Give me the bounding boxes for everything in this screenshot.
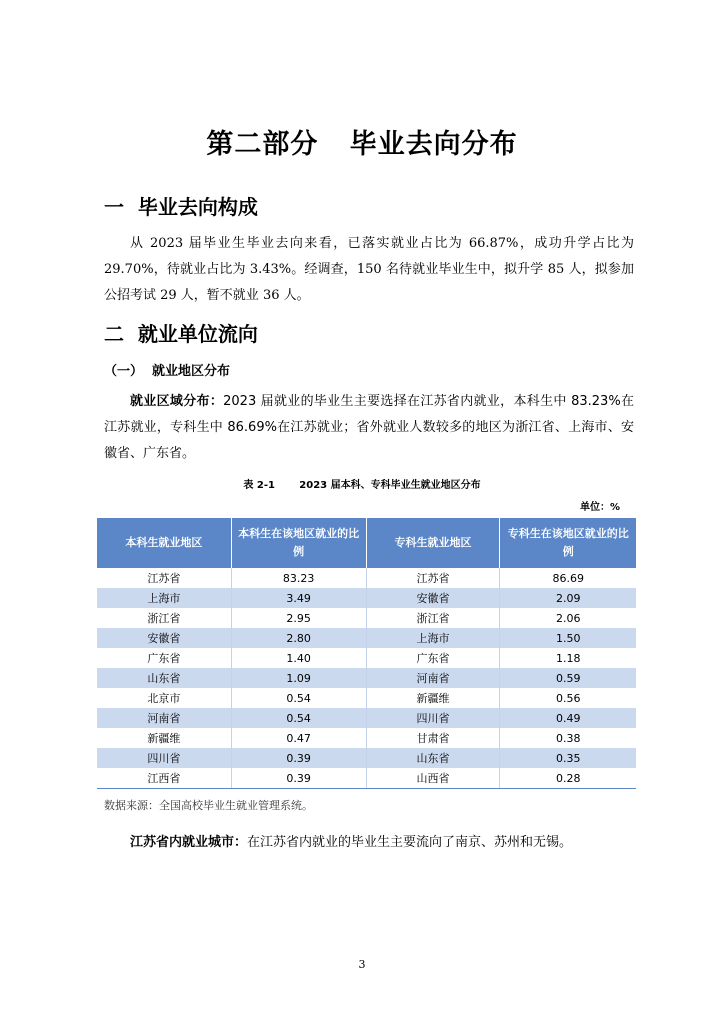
cell-undergrad-ratio: 1.09 (231, 668, 366, 688)
cell-undergrad-region: 河南省 (97, 708, 231, 728)
table-row (97, 628, 636, 648)
cell-junior-region: 山西省 (366, 768, 500, 789)
cell-junior-region: 江苏省 (366, 568, 500, 588)
cell-undergrad-ratio: 0.54 (231, 688, 366, 708)
cell-junior-ratio: 2.06 (500, 608, 636, 628)
city-distribution-lead: 江苏省内就业城市： (130, 835, 248, 850)
table-row (97, 748, 636, 768)
cell-undergrad-ratio: 0.47 (231, 728, 366, 748)
cell-undergrad-region: 江西省 (97, 768, 231, 789)
header-undergrad-ratio: 本科生在该地区就业的比例 (231, 518, 366, 568)
cell-undergrad-region: 四川省 (97, 748, 231, 768)
cell-undergrad-ratio: 2.95 (231, 608, 366, 628)
table-row (97, 668, 636, 688)
header-junior-ratio: 专科生在该地区就业的比例 (500, 518, 636, 568)
cell-undergrad-region: 江苏省 (97, 568, 231, 588)
subsection-heading-region-distribution: （一） 就业地区分布 (104, 364, 231, 379)
section-heading-employer-flow: 二 就业单位流向 (104, 322, 258, 346)
cell-undergrad-region: 浙江省 (97, 608, 231, 628)
table-row (97, 648, 636, 668)
cell-junior-region: 甘肃省 (366, 728, 500, 748)
city-distribution-text: 在江苏省内就业的毕业生主要流向了南京、苏州和无锡。 (247, 835, 573, 850)
cell-junior-ratio: 0.28 (500, 768, 636, 789)
table-source-note: 数据来源：全国高校毕业生就业管理系统。 (104, 799, 313, 812)
cell-junior-ratio: 2.09 (500, 588, 636, 608)
cell-undergrad-region: 上海市 (97, 588, 231, 608)
cell-junior-ratio: 0.59 (500, 668, 636, 688)
cell-junior-region: 安徽省 (366, 588, 500, 608)
cell-undergrad-ratio: 3.49 (231, 588, 366, 608)
cell-junior-region: 山东省 (366, 748, 500, 768)
header-undergrad-region: 本科生就业地区 (97, 518, 231, 568)
table-row (97, 768, 636, 789)
cell-junior-region: 河南省 (366, 668, 500, 688)
cell-undergrad-region: 新疆维 (97, 728, 231, 748)
cell-junior-region: 浙江省 (366, 608, 500, 628)
cell-junior-ratio: 0.35 (500, 748, 636, 768)
table-unit: 单位：% (579, 502, 620, 513)
cell-undergrad-ratio: 2.80 (231, 628, 366, 648)
cell-junior-ratio: 1.50 (500, 628, 636, 648)
region-distribution-table (97, 518, 636, 789)
cell-undergrad-ratio: 0.54 (231, 708, 366, 728)
region-distribution-text: 2023 届就业的毕业生主要选择在江苏省内就业，本科生中 83.23%在江苏就业，专科生中 86.69%在江苏就业；省外就业人数较多的地区为浙江省、上海市、安徽省、广东省。 (104, 394, 634, 461)
cell-junior-region: 四川省 (366, 708, 500, 728)
cell-junior-ratio: 0.56 (500, 688, 636, 708)
cell-undergrad-region: 北京市 (97, 688, 231, 708)
table-row (97, 608, 636, 628)
cell-undergrad-region: 山东省 (97, 668, 231, 688)
section-heading-destination-composition: 一 毕业去向构成 (104, 195, 258, 219)
region-distribution-paragraph (104, 389, 634, 467)
cell-undergrad-ratio: 83.23 (231, 568, 366, 588)
cell-junior-ratio: 0.38 (500, 728, 636, 748)
cell-undergrad-ratio: 0.39 (231, 748, 366, 768)
table-row (97, 708, 636, 728)
page-title: 第二部分 毕业去向分布 (206, 129, 518, 160)
cell-junior-region: 新疆维 (366, 688, 500, 708)
table-header-row (97, 518, 636, 568)
cell-undergrad-region: 安徽省 (97, 628, 231, 648)
cell-junior-ratio: 86.69 (500, 568, 636, 588)
table-row (97, 728, 636, 748)
cell-junior-ratio: 0.49 (500, 708, 636, 728)
cell-junior-region: 上海市 (366, 628, 500, 648)
header-junior-region: 专科生就业地区 (366, 518, 500, 568)
table-row (97, 688, 636, 708)
destination-composition-paragraph: 从 2023 届毕业生毕业去向来看，已落实就业占比为 66.87%，成功升学占比为 29.70%，待就业占比为 3.43%。经调查，150 名待就业毕业生中，拟升学 85 人，拟参加公招考试 29 人，暂不就业 36 人。 (104, 236, 634, 303)
cell-undergrad-ratio: 1.40 (231, 648, 366, 668)
table-row (97, 588, 636, 608)
city-distribution-paragraph (104, 830, 634, 856)
page-number: 3 (358, 958, 366, 971)
region-distribution-lead: 就业区域分布： (130, 394, 224, 409)
cell-undergrad-region: 广东省 (97, 648, 231, 668)
table-caption: 表 2-1 2023 届本科、专科毕业生就业地区分布 (243, 480, 481, 491)
cell-undergrad-ratio: 0.39 (231, 768, 366, 789)
table-row (97, 568, 636, 588)
cell-junior-ratio: 1.18 (500, 648, 636, 668)
cell-junior-region: 广东省 (366, 648, 500, 668)
